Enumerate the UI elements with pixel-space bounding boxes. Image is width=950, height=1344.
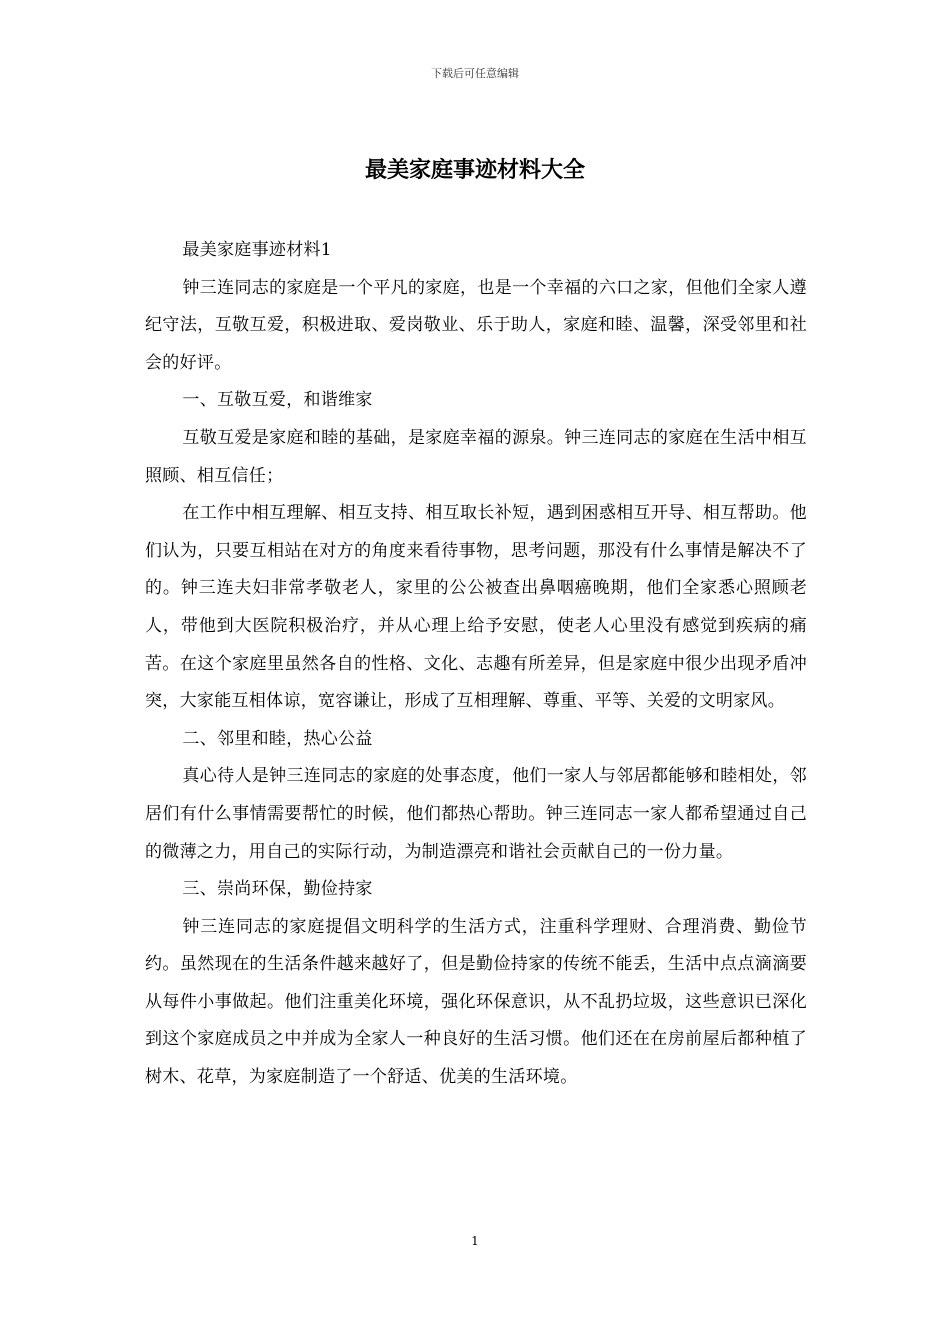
header-note: 下载后可任意编辑: [431, 67, 519, 80]
page-number: 1: [471, 1234, 479, 1248]
section-heading-3: 三、崇尚环保，勤俭持家: [182, 879, 373, 900]
section-subtitle: 最美家庭事迹材料1: [182, 240, 332, 260]
document-body: [145, 232, 807, 1097]
paragraph: 互敬互爱是家庭和睦的基础，是家庭幸福的源泉。钟三连同志的家庭在生活中相互照顾、相互信任；: [145, 427, 807, 486]
document-title: 最美家庭事迹材料大全: [364, 157, 585, 183]
section-heading-1: 一、互敬互爱，和谐维家: [182, 390, 373, 411]
paragraph: 在工作中相互理解、相互支持、相互取长补短，遇到困惑相互开导、相互帮助。他们认为，只要互相站在对方的角度来看待事物，思考问题，那没有什么事情是解决不了的。钟三连夫妇非常孝敬老人，家里的公公被查出鼻咽癌晚期，他们全家悉心照顾老人，带他到大医院积极治疗，并从心理上给予安慰，使老人心里没有感觉到疾病的痛苦。在这个家庭里虽然各自的性格、文化、志趣有所差异，但是家庭中很少出现矛盾冲突，大家能互相体谅，宽容谦让，形成了互相理解、尊重、平等、关爱的文明家风。: [145, 503, 807, 712]
paragraph: 真心待人是钟三连同志的家庭的处事态度，他们一家人与邻居都能够和睦相处，邻居们有什么事情需要帮忙的时候，他们都热心帮助。钟三连同志一家人都希望通过自己的微薄之力，用自己的实际行动，为制造漂亮和谐社会贡献自己的一份力量。: [145, 766, 807, 862]
section-heading-2: 二、邻里和睦，热心公益: [182, 728, 373, 749]
paragraph: 钟三连同志的家庭提倡文明科学的生活方式，注重科学理财、合理消费、勤俭节约。虽然现在的生活条件越来越好了，但是勤俭持家的传统不能丢，生活中点点滴滴要从每件小事做起。他们注重美化环境，强化环保意识，从不乱扔垃圾，这些意识已深化到这个家庭成员之中并成为全家人一种良好的生活习惯。他们还在在房前屋后都种植了树木、花草，为家庭制造了一个舒适、优美的生活环境。: [145, 916, 807, 1088]
paragraph-intro: 钟三连同志的家庭是一个平凡的家庭，也是一个幸福的六口之家，但他们全家人遵纪守法，互敬互爱，积极进取、爱岗敬业、乐于助人，家庭和睦、温馨，深受邻里和社会的好评。: [145, 277, 807, 373]
